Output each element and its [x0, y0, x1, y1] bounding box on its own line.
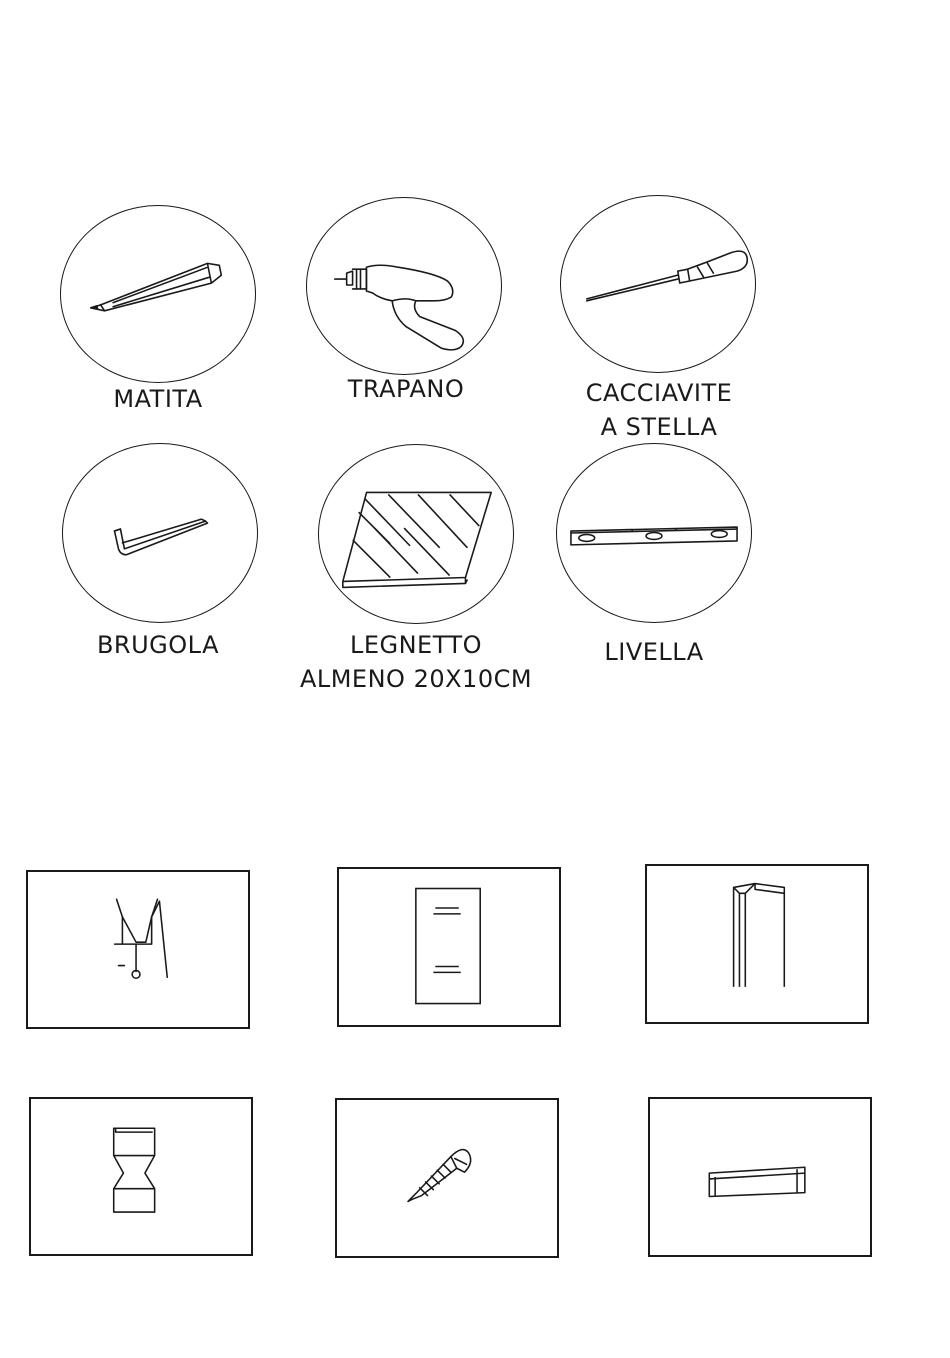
- hinge-bracket-icon: [28, 872, 248, 1027]
- pencil-icon: [61, 206, 255, 382]
- part-box-4: [29, 1097, 253, 1256]
- tool-label-trapano: TRAPANO: [347, 375, 465, 403]
- glass-panel-icon: [339, 869, 559, 1025]
- tool-circle-brugola: [62, 443, 258, 623]
- profile-channel-icon: [647, 866, 867, 1022]
- tool-label-brugola: BRUGOLA: [96, 631, 220, 659]
- tool-label-livella: LIVELLA: [604, 638, 704, 666]
- spirit-level-icon: [557, 444, 751, 622]
- tool-circle-legnetto: [318, 444, 514, 624]
- tool-label-legnetto: LEGNETTO ALMENO 20X10CM: [299, 631, 533, 693]
- spacer-block-icon: [31, 1099, 251, 1254]
- tool-circle-livella: [556, 443, 752, 623]
- tool-circle-trapano: [306, 197, 502, 375]
- drill-icon: [307, 198, 501, 374]
- screw-icon: [337, 1100, 557, 1256]
- part-box-3: [645, 864, 869, 1024]
- tool-label-cacciavite: CACCIAVITE A STELLA: [585, 379, 733, 441]
- tool-label-matita: MATITA: [113, 385, 203, 413]
- screwdriver-icon: [561, 196, 755, 372]
- wood-block-icon: [319, 445, 513, 623]
- part-box-6: [648, 1097, 872, 1257]
- rail-profile-icon: [650, 1099, 870, 1255]
- part-box-5: [335, 1098, 559, 1258]
- allen-key-icon: [63, 444, 257, 622]
- tool-circle-matita: [60, 205, 256, 383]
- part-box-2: [337, 867, 561, 1027]
- part-box-1: [26, 870, 250, 1029]
- tool-circle-cacciavite: [560, 195, 756, 373]
